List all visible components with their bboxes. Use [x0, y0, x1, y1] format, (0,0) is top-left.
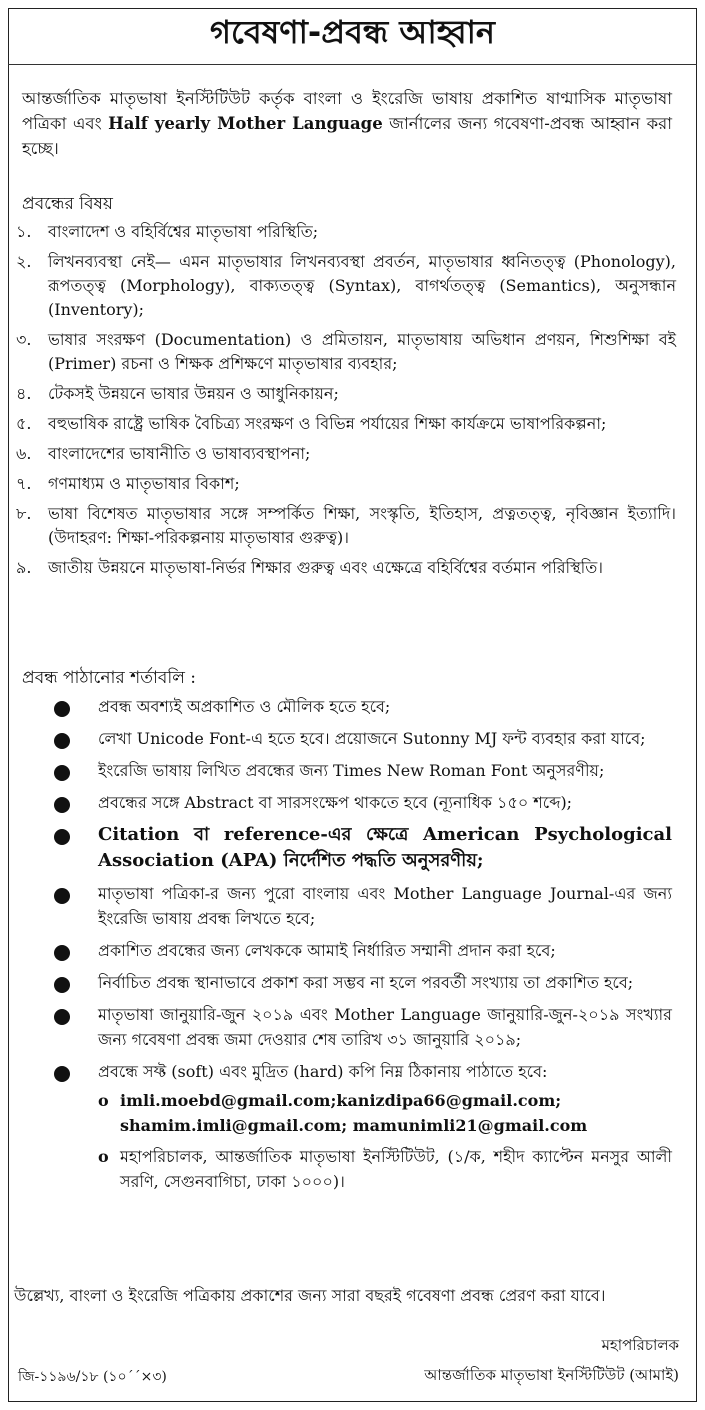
condition-text: নির্বাচিত প্রবন্ধ স্থানাভাবে প্রকাশ করা সম্ভব না হলে পরবর্তী সংখ্যায় তা প্রকাশিত হবে;: [98, 973, 634, 992]
condition-text: মাতৃভাষা জানুয়ারি-জুন ২০১৯ এবং Mother Language জানুয়ারি-জুন-২০১৯ সংখ্যার জন্য গবেষণা প্রবন্ধ জমা দেওয়ার শেষ তারিখ ৩১ জানুয়ারি ২০১৯;: [98, 1005, 672, 1049]
topic-number: ৬.: [16, 444, 32, 463]
condition-item: [52, 881, 672, 931]
condition-text: প্রবন্ধের সঙ্গে Abstract বা সারসংক্ষেপ থাকতে হবে (ন্যূনাধিক ১৫০ শব্দে);: [98, 793, 573, 812]
condition-text: প্রবন্ধ অবশ্যই অপ্রকাশিত ও মৌলিক হতে হবে;: [98, 697, 391, 716]
condition-text: প্রবন্ধে সফ্ট (soft) এবং মুদ্রিত (hard) কপি নিম্ন ঠিকানায় পাঠাতে হবে:: [98, 1062, 548, 1081]
bullet-icon: [54, 888, 70, 904]
intro-journal-name: Half yearly Mother Language: [108, 114, 383, 133]
bullet-icon: [54, 797, 70, 813]
condition-item: [52, 758, 672, 783]
topic-item: [16, 412, 676, 436]
topic-text: গণমাধ্যম ও মাতৃভাষার বিকাশ;: [48, 474, 240, 493]
ad-code: জি-১১৯৬/১৮ (১০´´×৩): [18, 1369, 167, 1385]
condition-text: Citation বা reference-এর ক্ষেত্রে American Psychological Association (APA) নির্দেশিত পদ্ধতি অনুসরণীয়;: [98, 824, 672, 871]
intro-paragraph: [22, 86, 672, 161]
topic-text: লিখনব্যবস্থা নেই— এমন মাতৃভাষার লিখনব্যবস্থা প্রবর্তন, মাতৃভাষার ধ্বনিতত্ত্ব (Phonology), রূপতত্ত্ব (Morphology), বাক্যতত্ত্ব (Syntax), বাগর্থতত্ত্ব (Semantics), অনুসন্ধান (Inventory);: [48, 252, 676, 319]
bullet-icon: [54, 1009, 70, 1025]
topics-list: [16, 220, 676, 586]
condition-item: [52, 790, 672, 815]
conditions-list: [52, 694, 672, 1201]
bullet-icon: [54, 829, 70, 845]
topic-text: বহুভাষিক রাষ্ট্রে ভাষিক বৈচিত্র্য সংরক্ষণ ও বিভিন্ন পর্যায়ের শিক্ষা কার্যক্রমে ভাষাপরিকল্পনা;: [48, 414, 607, 433]
topic-item: [16, 442, 676, 466]
page-title: গবেষণা-প্রবন্ধ আহ্বান: [210, 13, 495, 51]
topic-number: ১.: [16, 222, 32, 241]
sub-bullet-icon: o: [98, 1147, 109, 1166]
topic-number: ৩.: [16, 330, 32, 349]
topic-item: [16, 250, 676, 322]
topic-number: ৪.: [16, 384, 32, 403]
topic-item: [16, 382, 676, 406]
signature-designation: মহাপরিচালক: [601, 1336, 679, 1354]
bullet-icon: [54, 733, 70, 749]
bullet-icon: [54, 945, 70, 961]
topic-text: বাংলাদেশ ও বহির্বিশ্বের মাতৃভাষা পরিস্থিতি;: [48, 222, 319, 241]
topic-item: [16, 556, 676, 580]
bullet-icon: [54, 977, 70, 993]
footnote: উল্লেখ্য, বাংলা ও ইংরেজি পত্রিকায় প্রকাশের জন্য সারা বছরই গবেষণা প্রবন্ধ প্রেরণ করা যাবে।: [14, 1286, 606, 1305]
signature-organization: আন্তর্জাতিক মাতৃভাষা ইনস্টিটিউট (আমাই): [424, 1366, 679, 1384]
topic-number: ৯.: [16, 558, 32, 577]
condition-item: [52, 1002, 672, 1052]
condition-item: [52, 1059, 672, 1194]
email-addresses: [98, 1088, 672, 1138]
topic-number: ৫.: [16, 414, 32, 433]
condition-text: মাতৃভাষা পত্রিকা-র জন্য পুরো বাংলায় এবং Mother Language Journal-এর জন্য ইংরেজি ভাষায় প্রবন্ধ লিখতে হবে;: [98, 884, 672, 928]
bullet-icon: [54, 765, 70, 781]
topic-number: ২.: [16, 252, 32, 271]
condition-item: [52, 970, 672, 995]
topic-item: [16, 502, 676, 550]
conditions-heading: প্রবন্ধ পাঠানোর শর্তাবলি :: [22, 668, 197, 688]
bullet-icon: [54, 1066, 70, 1082]
sub-bullet-icon: o: [98, 1091, 109, 1110]
email-text: imli.moebd@gmail.com;kanizdipa66@gmail.com; shamim.imli@gmail.com; mamunimli21@gmail.com: [120, 1091, 588, 1135]
topic-number: ৭.: [16, 474, 32, 493]
condition-text: প্রকাশিত প্রবন্ধের জন্য লেখককে আমাই নির্ধারিত সম্মানী প্রদান করা হবে;: [98, 941, 556, 960]
intro-text-1: আন্তর্জাতিক মাতৃভাষা ইনস্টিটিউট কর্তৃক বাংলা ও ইংরেজি ভাষায় প্রকাশিত ষাণ্মাসিক মাতৃভাষা পত্রিকা এবং: [22, 89, 672, 133]
condition-item: [52, 694, 672, 719]
condition-item: [52, 822, 672, 874]
topic-item: [16, 472, 676, 496]
topic-text: বাংলাদেশের ভাষানীতি ও ভাষাব্যবস্থাপনা;: [48, 444, 311, 463]
address-list: [98, 1088, 672, 1194]
postal-address: [98, 1144, 672, 1194]
condition-item: [52, 938, 672, 963]
topics-heading: প্রবন্ধের বিষয়: [22, 194, 113, 214]
topic-text: টেকসই উন্নয়নে ভাষার উন্নয়ন ও আধুনিকায়ন;: [48, 384, 339, 403]
topic-number: ৮.: [16, 504, 32, 523]
title-divider: [8, 64, 697, 65]
topic-text: ভাষা বিশেষত মাতৃভাষার সঙ্গে সম্পর্কিত শিক্ষা, সংস্কৃতি, ইতিহাস, প্রত্নতত্ত্ব, নৃবিজ্ঞান ইত্যাদি। (উদাহরণ: শিক্ষা-পরিকল্পনায় মাতৃভাষার গুরুত্ব)।: [48, 504, 676, 547]
intro-text-2: জার্নালের জন্য গবেষণা-প্রবন্ধ আহ্বান করা হচ্ছে।: [22, 114, 672, 158]
topic-item: [16, 220, 676, 244]
postal-text: মহাপরিচালক, আন্তর্জাতিক মাতৃভাষা ইনস্টিটিউট, (১/ক, শহীদ ক্যাপ্টেন মনসুর আলী সরণি, সেগুনবাগিচা, ঢাকা ১০০০)।: [120, 1147, 672, 1191]
condition-text: লেখা Unicode Font-এ হতে হবে। প্রয়োজনে Sutonny MJ ফন্ট ব্যবহার করা যাবে;: [98, 729, 646, 748]
topic-text: জাতীয় উন্নয়নে মাতৃভাষা-নির্ভর শিক্ষার গুরুত্ব এবং এক্ষেত্রে বহির্বিশ্বের বর্তমান পরিস্থিতি।: [48, 558, 603, 577]
bullet-icon: [54, 701, 70, 717]
condition-item: [52, 726, 672, 751]
topic-item: [16, 328, 676, 376]
topic-text: ভাষার সংরক্ষণ (Documentation) ও প্রমিতায়ন, মাতৃভাষায় অভিধান প্রণয়ন, শিশুশিক্ষা বই (Primer) রচনা ও শিক্ষক প্রশিক্ষণে মাতৃভাষার ব্যবহার;: [48, 330, 676, 373]
condition-text: ইংরেজি ভাষায় লিখিত প্রবন্ধের জন্য Times New Roman Font অনুসরণীয়;: [98, 761, 605, 780]
